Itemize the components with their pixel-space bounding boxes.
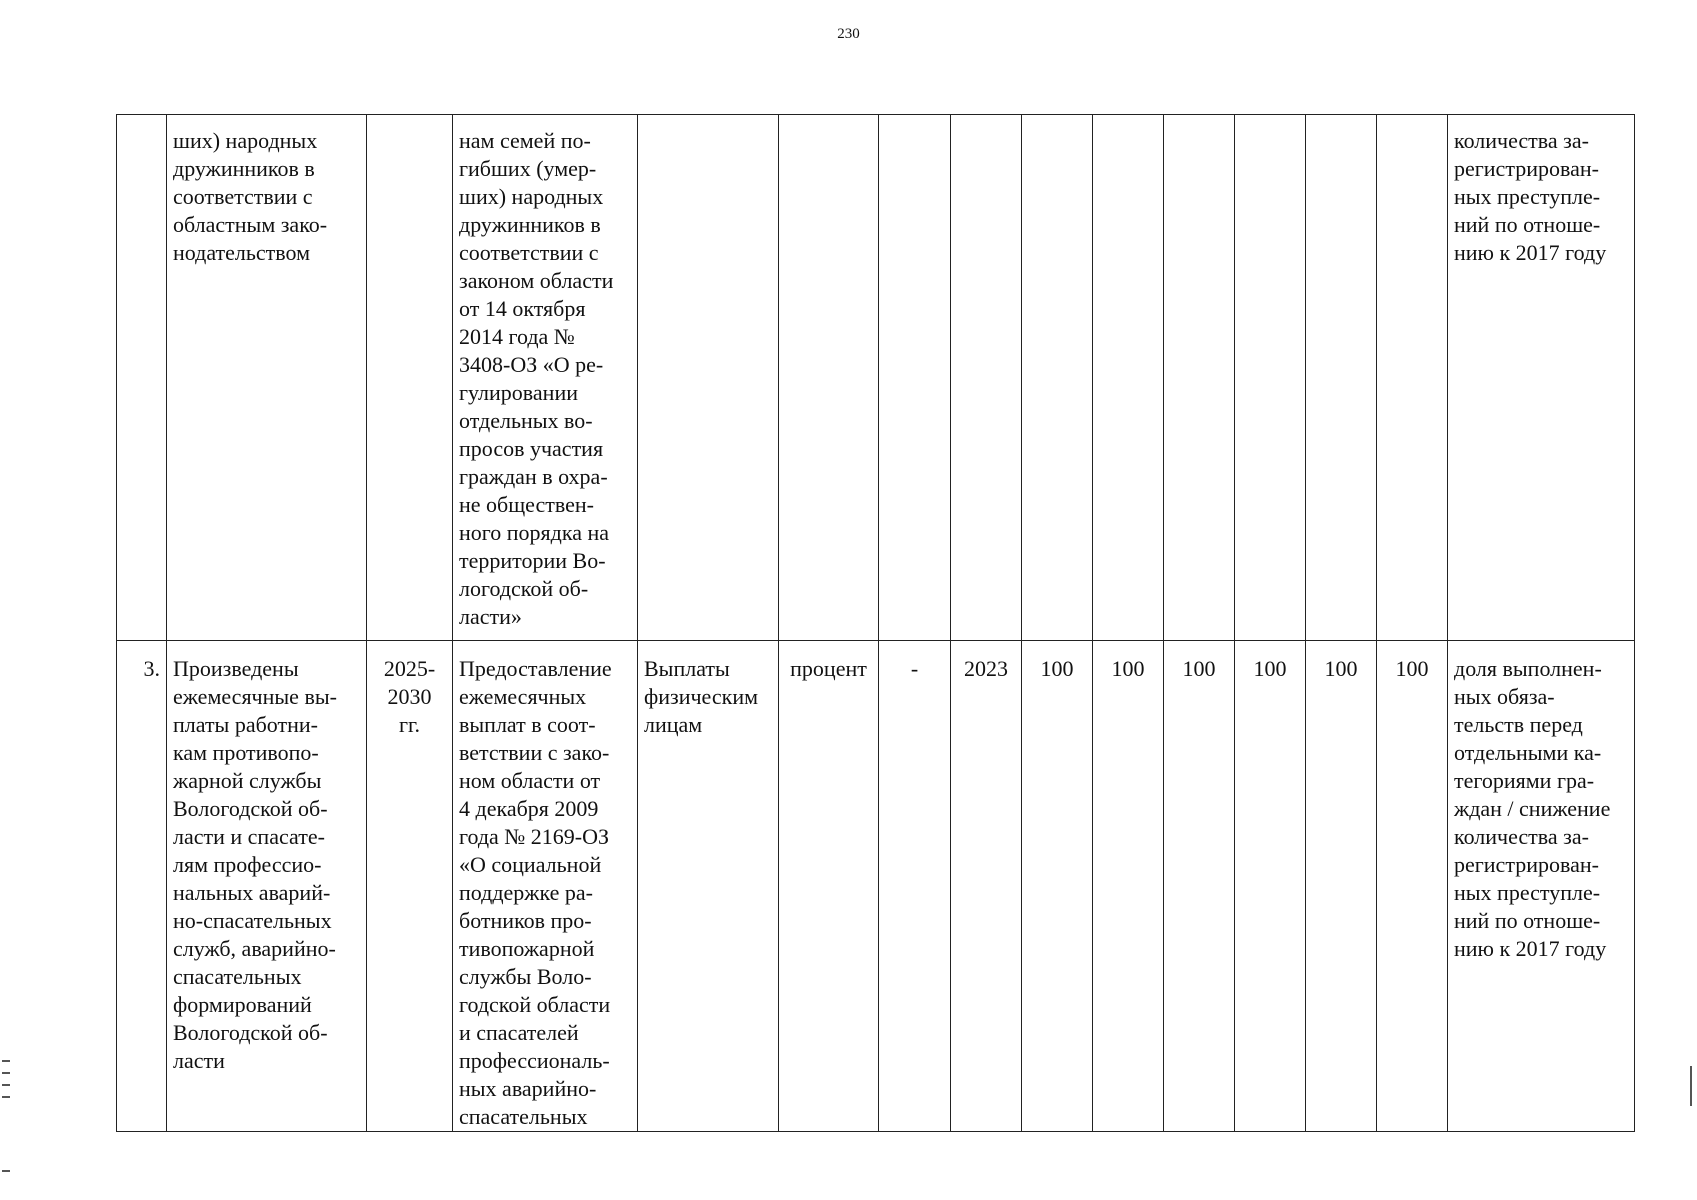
year-value-cell: 100 (1022, 641, 1093, 1132)
scan-mark (2, 1096, 10, 1098)
year-value-cell (1235, 115, 1306, 641)
row-number-cell (117, 115, 167, 641)
base-year-cell (951, 115, 1022, 641)
year-value-cell: 100 (1093, 641, 1164, 1132)
mechanism-cell: нам семей по- гибших (умер- ших) народных дружинников в соответствии с законом области от 14 октября 2014 года № 3408-ОЗ «О ре- гулировании отдельных во- просов участия граждан в охра- не обществен- ного порядка на территории Во- логодской об- ласти» (453, 115, 638, 641)
year-value-cell: 100 (1377, 641, 1448, 1132)
scan-mark (2, 1060, 10, 1062)
scan-mark (1690, 1066, 1692, 1106)
unit-cell (779, 115, 879, 641)
scan-mark (2, 1084, 10, 1086)
year-value-cell (1164, 115, 1235, 641)
period-cell: 2025- 2030 гг. (367, 641, 453, 1132)
type-cell: Выплаты физическим лицам (638, 641, 779, 1132)
year-value-cell: 100 (1306, 641, 1377, 1132)
task-cell: ших) народных дружинников в соответствии с областным зако- нодательством (167, 115, 367, 641)
scan-mark (2, 1072, 10, 1074)
scan-mark (2, 1170, 10, 1172)
year-value-cell (1022, 115, 1093, 641)
year-value-cell (1377, 115, 1448, 641)
year-value-cell: 100 (1164, 641, 1235, 1132)
table-row (117, 115, 1635, 641)
program-table (116, 114, 1635, 1132)
period-cell (367, 115, 453, 641)
mechanism-cell: Предоставление ежемесячных выплат в соот- ветствии с зако- ном области от 4 декабря 2009 года № 2169-ОЗ «О социальной поддержке ра- ботников про- тивопожарной службы Воло- годской области и спасателей профессиональ- ных аварийно- спасательных (453, 641, 638, 1132)
year-value-cell: 100 (1235, 641, 1306, 1132)
task-cell: Произведены ежемесячные вы- платы работни- кам противопо- жарной службы Вологодской об- ласти и спасате- лям профессио- нальных аварий- но-спасательных служб, аварийно- спасательных формирований Вологодской об- ласти (167, 641, 367, 1132)
type-cell (638, 115, 779, 641)
year-value-cell (1306, 115, 1377, 641)
year-value-cell (1093, 115, 1164, 641)
table-row (117, 641, 1635, 1132)
base-year-cell: 2023 (951, 641, 1022, 1132)
base-value-cell: - (879, 641, 951, 1132)
row-number-cell: 3. (117, 641, 167, 1132)
link-cell: количества за- регистрирован- ных преступле- ний по отноше- нию к 2017 году (1448, 115, 1635, 641)
unit-cell: процент (779, 641, 879, 1132)
link-cell: доля выполнен- ных обяза- тельств перед отдельными ка- тегориями гра- ждан / снижение количества за- регистрирован- ных преступле- ний по отноше- нию к 2017 году (1448, 641, 1635, 1132)
base-value-cell (879, 115, 951, 641)
page-number: 230 (837, 26, 860, 42)
